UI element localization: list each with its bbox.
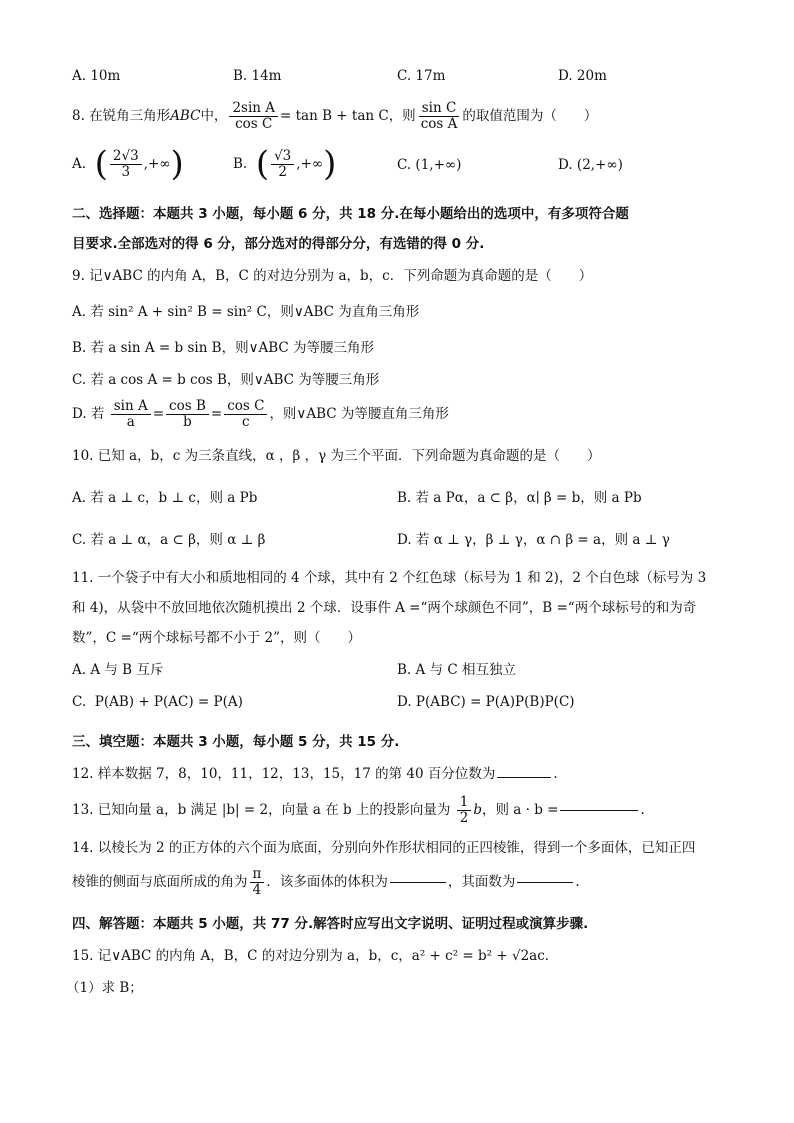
- q10-stem: 10. 已知 a，b，c 为三条直线，α ，β ，γ 为三个平面．下列命题为真命题的是（ ）: [72, 448, 601, 464]
- q14-fraction: $\frac{\pi}{4}$: [250, 867, 265, 898]
- q14-faces-blank[interactable]: [517, 881, 573, 883]
- q9-option-c: C. 若 a cos A = b cos B，则∨ABC 为等腰三角形: [72, 372, 380, 388]
- q8-option-b-fraction: $\frac{√3}{2}$: [271, 149, 294, 180]
- q9-stem: 9. 记∨ABC 的内角 A，B，C 的对边分别为 a，b，c．下列命题为真命题的是（ ）: [72, 268, 593, 284]
- q14-line2: 棱锥的侧面与底面所成的角为 $\frac{\pi}{4}$ ．该多面体的体积为 ，其面数为 .: [72, 865, 580, 898]
- q13-fraction: $\frac{1}{2}$: [457, 795, 472, 826]
- q8-equation: = tan B + tan C: [280, 108, 389, 124]
- q15-stem: 15. 记∨ABC 的内角 A，B，C 的对边分别为 a，b，c，a² + c² = b² + √2ac．: [72, 948, 559, 964]
- q8-option-a-fraction: $\frac{2√3}{3}$: [110, 149, 142, 180]
- q8-text-1: 在锐角三角形: [89, 108, 171, 124]
- section4-title: 四、解答题：本题共 5 小题，共 77 分.解答时应写出文字说明、证明过程或演算步骤.: [72, 916, 589, 932]
- q8-text-4: 的取值范围为（ ）: [462, 108, 598, 124]
- q12-text: 12. 样本数据 7，8，10，11，12，13，15，17 的第 40 百分位数为 .: [72, 766, 558, 782]
- q8-text-2: 中，: [200, 108, 228, 124]
- q11-option-b: B. A 与 C 相互独立: [397, 662, 516, 678]
- q13-answer-blank[interactable]: [560, 809, 638, 811]
- q8-stem: [72, 98, 734, 134]
- q10-option-b: B. 若 a Pα，a ⊂ β，α∣ β = b，则 a Pb: [397, 490, 642, 506]
- q7-option-b: B. 14m: [233, 68, 282, 84]
- q8-fraction-2: $\frac{\text{sin C}}{\text{cos A}}$: [420, 99, 458, 132]
- q9-d-fraction-2: $\frac{\text{cos B}}{b}$: [166, 399, 209, 430]
- q8-option-a: A. ( $\frac{2√3}{3}$ ,+∞ ): [72, 144, 184, 184]
- q11-stem-line1: 11. 一个袋子中有大小和质地相同的 4 个球，其中有 2 个红色球（标号为 1 和 2)，2 个白色球（标号为 3: [72, 570, 707, 586]
- q8-option-b: B. ( $\frac{√3}{2}$ ,+∞ ): [233, 144, 337, 184]
- q8-option-c: C. (1,+∞): [397, 157, 462, 173]
- q15-sub1: （1）求 B；: [66, 980, 143, 996]
- q7-option-a: A. 10m: [72, 68, 121, 84]
- q9-d-fraction-1: $\frac{\text{sin A}}{a}$: [111, 399, 151, 430]
- q10-option-c: C. 若 a ⊥ α，a ⊂ β，则 α ⊥ β: [72, 532, 266, 548]
- q12-answer-blank[interactable]: [497, 776, 551, 778]
- q8-fraction-1: $\frac{\text{2sin A}}{\text{cos C}}$: [229, 101, 278, 132]
- q9-d-fraction-3: $\frac{\text{cos C}}{c}$: [224, 399, 267, 430]
- section2-title-line1: 二、选择题：本题共 3 小题，每小题 6 分，共 18 分.在每小题给出的选项中，有多项符合题: [72, 206, 629, 222]
- q8-triangle: ABC: [170, 108, 201, 124]
- q8-text-3: ，则: [388, 108, 416, 124]
- q9-option-b: B. 若 a sin A = b sin B，则∨ABC 为等腰三角形: [72, 340, 375, 356]
- q11-option-a: A. A 与 B 互斥: [72, 662, 164, 678]
- q7-option-c: C. 17m: [397, 68, 446, 84]
- q13-abs-b: |b| = 2: [221, 802, 269, 818]
- q11-option-d: D. P(ABC) = P(A)P(B)P(C): [397, 694, 575, 710]
- q11-stem-line3: 数”，C =“两个球标号都不小于 2”，则（ ）: [72, 630, 362, 646]
- q14-volume-blank[interactable]: [390, 881, 446, 883]
- q10-option-d: D. 若 α ⊥ γ，β ⊥ γ，α ∩ β = a，则 a ⊥ γ: [397, 532, 670, 548]
- q10-option-a: A. 若 a ⊥ c，b ⊥ c，则 a Pb: [72, 490, 258, 506]
- q11-stem-line2: 和 4)，从袋中不放回地依次随机摸出 2 个球．设事件 A =“两个球颜色不同”，B =“两个球标号的和为奇: [72, 600, 697, 616]
- q9-option-d: D. 若 $\frac{\text{sin A}}{a}$ = $\frac{\text{cos B}}{b}$ = $\frac{\text{cos C}}{c}$ ，则∨ABC 为等腰直角三角形: [72, 397, 449, 430]
- section2-title-line2: 目要求.全部选对的得 6 分，部分选对的得部分分，有选错的得 0 分.: [72, 236, 485, 252]
- q9-option-a: A. 若 sin² A + sin² B = sin² C，则∨ABC 为直角三角形: [72, 304, 420, 320]
- q7-option-d: D. 20m: [558, 68, 607, 84]
- q13-text: 13. 已知向量 a，b 满足 |b| = 2 ，向量 a 在 b 上的投影向量为 $\frac{1}{2}$ b ，则 a · b = .: [72, 793, 645, 826]
- q8-option-d: D. (2,+∞): [558, 157, 623, 173]
- q8-number: 8.: [72, 108, 85, 124]
- q14-line1: 14. 以棱长为 2 的正方体的六个面为底面，分别向外作形状相同的正四棱锥，得到一个多面体，已知正四: [72, 840, 696, 856]
- q11-option-c: C. P(AB) + P(AC) = P(A): [72, 694, 243, 710]
- section3-title: 三、填空题：本题共 3 小题，每小题 5 分，共 15 分.: [72, 734, 400, 750]
